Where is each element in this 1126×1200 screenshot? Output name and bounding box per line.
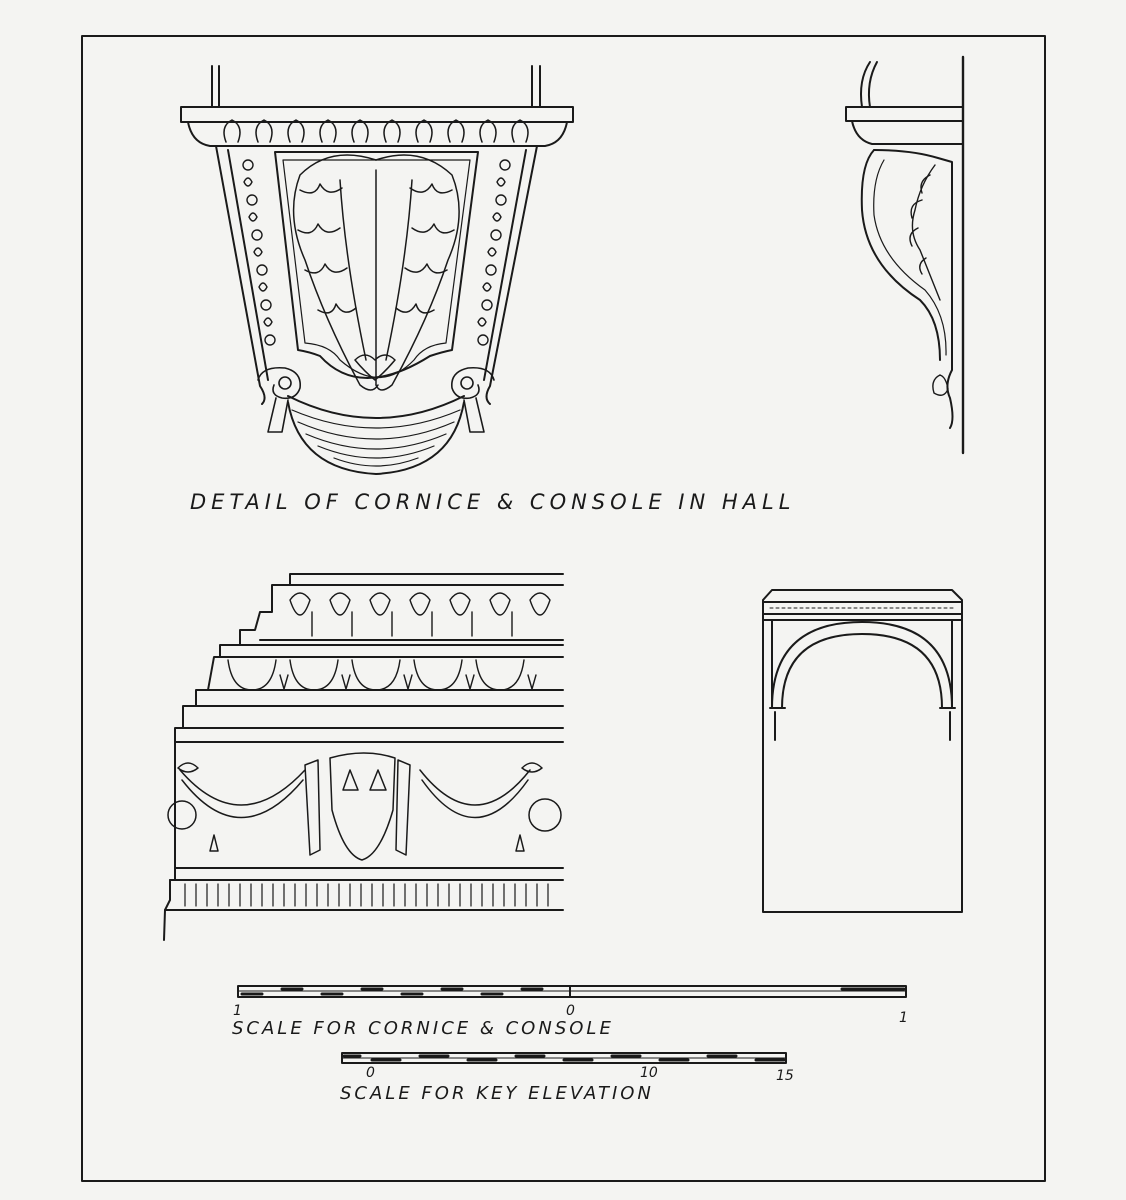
scale-cornice-tick-left: 1	[233, 1003, 242, 1019]
scale-key-tick-ten: 10	[640, 1065, 658, 1081]
console-front-elevation	[181, 66, 573, 474]
drawing-title: DETAIL OF CORNICE & CONSOLE IN HALL	[190, 490, 796, 514]
scale-cornice-label: SCALE FOR CORNICE & CONSOLE	[232, 1018, 614, 1039]
cornice-detail	[164, 574, 563, 940]
key-elevation	[763, 590, 962, 912]
scale-bar-cornice	[238, 986, 906, 997]
scale-key-tick-fifteen: 15	[776, 1068, 794, 1084]
scale-key-label: SCALE FOR KEY ELEVATION	[340, 1083, 654, 1104]
scale-cornice-tick-zero: 0	[566, 1003, 575, 1019]
console-side-elevation	[846, 57, 963, 453]
scale-bar-key	[342, 1053, 786, 1063]
scale-cornice-tick-right: 1	[899, 1010, 908, 1026]
scale-key-tick-zero: 0	[366, 1065, 375, 1081]
